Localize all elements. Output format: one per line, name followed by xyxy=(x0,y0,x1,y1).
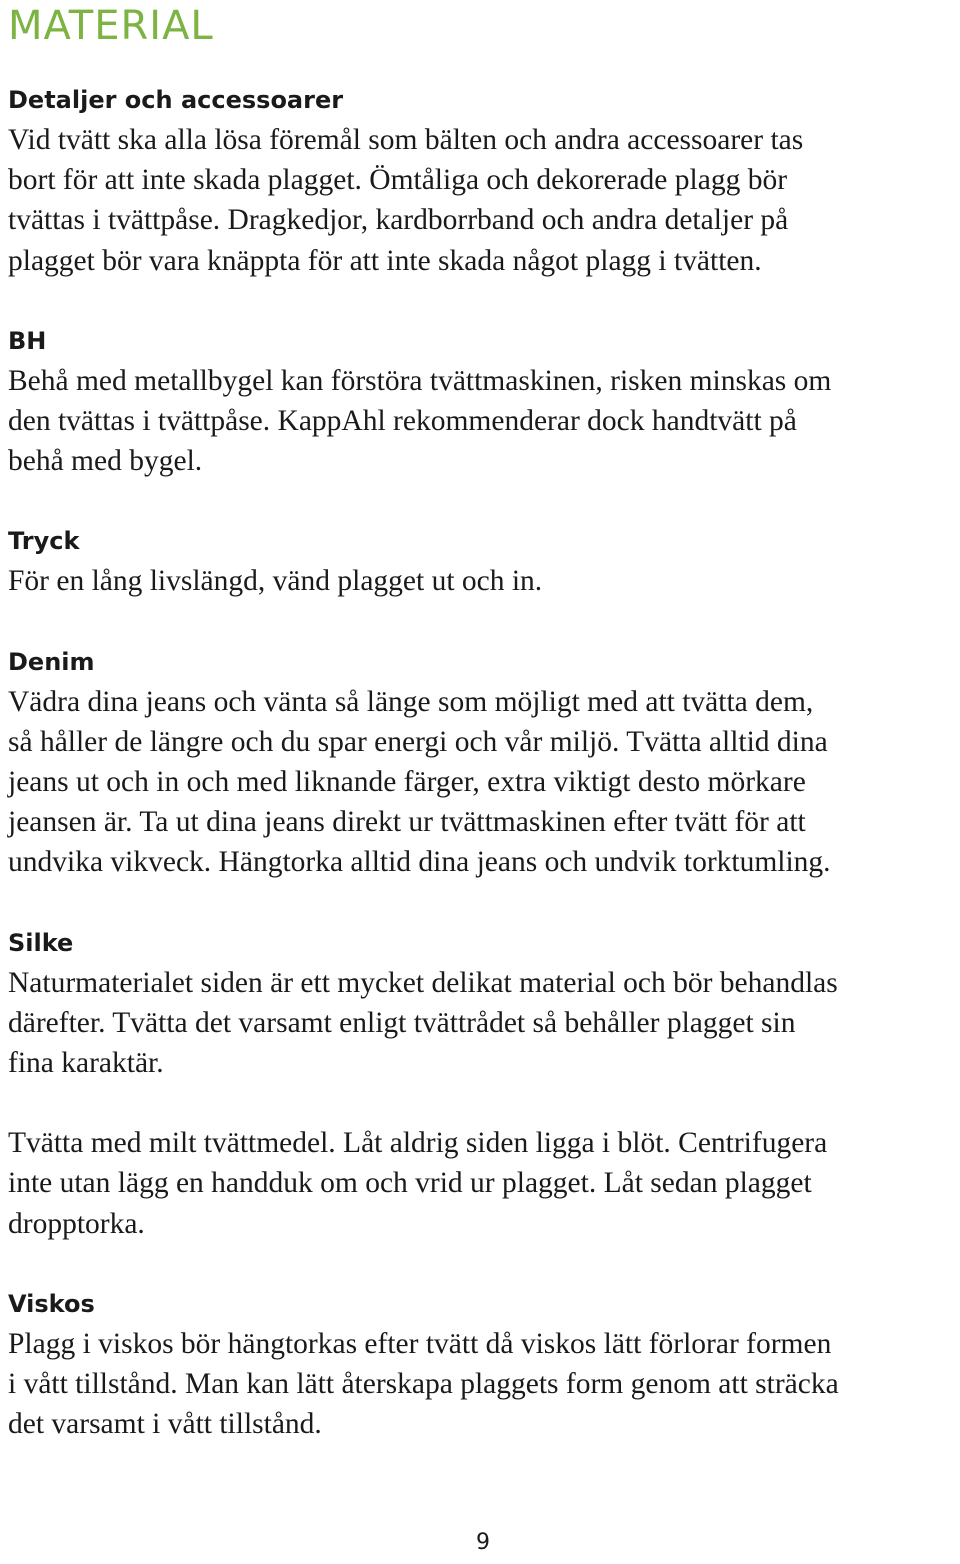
spacer xyxy=(8,281,960,321)
section-heading-silke: Silke xyxy=(8,928,74,957)
page-number: 9 xyxy=(476,1530,490,1555)
spacer xyxy=(8,1083,960,1123)
spacer xyxy=(8,481,960,521)
section-text-viskos: Plagg i viskos bör hängtorkas efter tvätt då viskos lätt förlorar formen i vått tillstånd. Man kan lätt återskapa plaggets form genom att sträcka det varsamt i vått tillstånd. xyxy=(8,1327,839,1441)
content xyxy=(8,80,960,1444)
section-heading-tryck: Tryck xyxy=(8,527,80,556)
section-heading-denim: Denim xyxy=(8,647,95,676)
section-text-tryck: För en lång livslängd, vänd plagget ut och in. xyxy=(8,565,543,598)
section-text-bh: Behå med metallbygel kan förstöra tvättmaskinen, risken minskas om den tvättas i tvättpåse. KappAhl rekommenderar dock handtvätt på behå med bygel. xyxy=(8,364,832,478)
section-viskos xyxy=(8,1284,960,1445)
section-tryck xyxy=(8,521,960,601)
page-title: MATERIAL xyxy=(8,3,214,49)
spacer xyxy=(8,883,960,923)
spacer xyxy=(8,602,960,642)
section-text-silke: Naturmaterialet siden är ett mycket delikat material och bör behandlas därefter. Tvätta det varsamt enligt tvättrådet så behåller plagget sin fina karaktär. xyxy=(8,966,838,1080)
section-details xyxy=(8,80,960,281)
section-text-silke-care: Tvätta med milt tvättmedel. Låt aldrig siden ligga i blöt. Centrifugera inte utan lägg en handduk om och vrid ur plagget. Låt sedan plagget dropptorka. xyxy=(8,1127,828,1240)
section-bh xyxy=(8,321,960,482)
section-silke xyxy=(8,923,960,1244)
section-text-details: Vid tvätt ska alla lösa föremål som bälten och andra accessoarer tas bort för att inte skada plagget. Ömtåliga och dekorerade plagg bör tvättas i tvättpåse. Dragkedjor, kardborrband och andra detaljer på plagget bör vara knäppta för att inte skada något plagg i tvätten. xyxy=(8,124,804,277)
section-heading-details: Detaljer och accessoarer xyxy=(8,86,344,114)
section-heading-bh: BH xyxy=(8,326,47,355)
spacer xyxy=(8,1244,960,1284)
section-text-denim: Vädra dina jeans och vänta så länge som möjligt med att tvätta dem, så håller de längre och du spar energi och vår miljö. Tvätta alltid dina jeans ut och in och med liknande färger, extra viktigt desto mörkare jeansen är. Ta ut dina jeans direkt ur tvättmaskinen efter tvätt för att undvika vikveck. Hängtorka alltid dina jeans och undvik torktumling. xyxy=(8,685,831,879)
section-denim xyxy=(8,642,960,883)
section-heading-viskos: Viskos xyxy=(8,1289,95,1318)
